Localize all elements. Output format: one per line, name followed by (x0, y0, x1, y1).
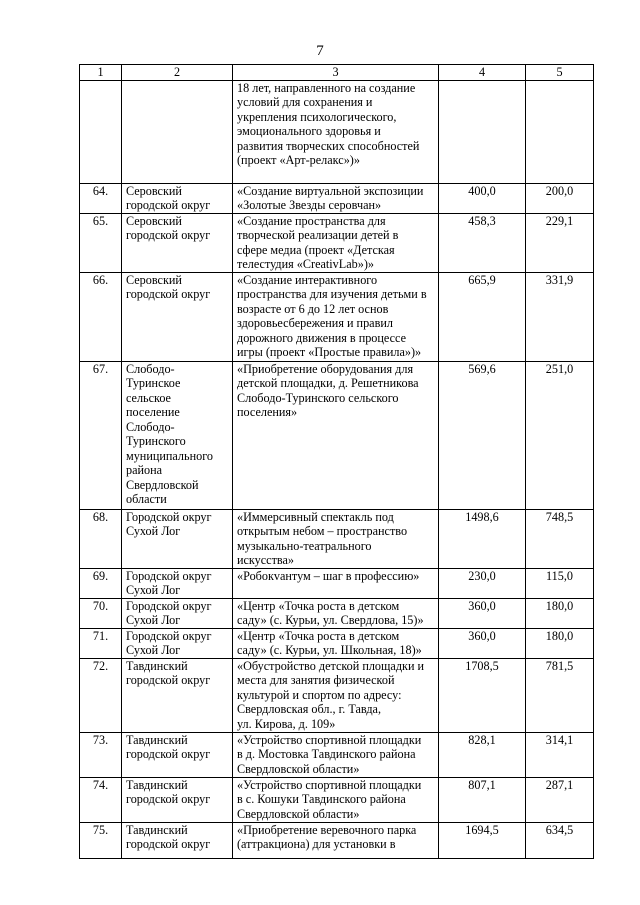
project-description: «Центр «Точка роста в детском саду» (с. Курьи, ул. Школьная, 18)» (233, 628, 439, 658)
table-row (80, 568, 594, 598)
row-number: 75. (80, 822, 122, 858)
row-number: 67. (80, 361, 122, 509)
row-number: 71. (80, 628, 122, 658)
project-description: 18 лет, направленного на создание условий для сохранения и укрепления психологического, эмоционального здоровья и развития творческих способностей (проект «Арт-релакс»)» (233, 80, 439, 183)
row-number: 69. (80, 568, 122, 598)
municipality-cell: Городской округ Сухой Лог (122, 568, 233, 598)
row-number: 65. (80, 213, 122, 272)
amount-col4: 230,0 (439, 568, 526, 598)
table-header-row (80, 65, 594, 81)
municipality-cell (122, 80, 233, 183)
municipality-cell: Серовский городской округ (122, 272, 233, 361)
table-row (80, 509, 594, 568)
table-row (80, 822, 594, 858)
table-row (80, 777, 594, 822)
project-description: «Приобретение веревочного парка (аттракциона) для установки в (233, 822, 439, 858)
row-number: 72. (80, 658, 122, 732)
project-description: «Создание виртуальной экспозиции «Золотые Звезды серовчан» (233, 183, 439, 213)
document-table (79, 64, 594, 859)
table-row (80, 361, 594, 509)
amount-col4: 400,0 (439, 183, 526, 213)
amount-col4: 458,3 (439, 213, 526, 272)
municipality-cell: Городской округ Сухой Лог (122, 509, 233, 568)
row-number: 68. (80, 509, 122, 568)
column-header: 1 (80, 65, 122, 81)
amount-col4: 807,1 (439, 777, 526, 822)
amount-col5: 314,1 (526, 732, 594, 777)
amount-col4: 1498,6 (439, 509, 526, 568)
municipality-cell: Серовский городской округ (122, 213, 233, 272)
project-description: «Центр «Точка роста в детском саду» (с. Курьи, ул. Свердлова, 15)» (233, 598, 439, 628)
amount-col5: 251,0 (526, 361, 594, 509)
municipality-cell: Слободо- Туринское сельское поселение Слободо- Туринского муниципального района Свердловской области (122, 361, 233, 509)
table-row (80, 183, 594, 213)
table-row (80, 598, 594, 628)
amount-col4: 1694,5 (439, 822, 526, 858)
amount-col5: 634,5 (526, 822, 594, 858)
project-description: «Устройство спортивной площадки в д. Мостовка Тавдинского района Свердловской области» (233, 732, 439, 777)
project-description: «Устройство спортивной площадки в с. Кошуки Тавдинского района Свердловской области» (233, 777, 439, 822)
column-header: 2 (122, 65, 233, 81)
table-row (80, 272, 594, 361)
table-row (80, 658, 594, 732)
row-number (80, 80, 122, 183)
column-header: 3 (233, 65, 439, 81)
amount-col5: 781,5 (526, 658, 594, 732)
project-description: «Иммерсивный спектакль под открытым небом – пространство музыкально-театрального искусства» (233, 509, 439, 568)
project-description: «Приобретение оборудования для детской площадки, д. Решетникова Слободо-Туринского сельского поселения» (233, 361, 439, 509)
project-description: «Создание пространства для творческой реализации детей в сфере медиа (проект «Детская телестудия «CreativLab»)» (233, 213, 439, 272)
row-number: 64. (80, 183, 122, 213)
amount-col5: 287,1 (526, 777, 594, 822)
amount-col5: 331,9 (526, 272, 594, 361)
column-header: 5 (526, 65, 594, 81)
municipality-cell: Городской округ Сухой Лог (122, 598, 233, 628)
municipality-cell: Городской округ Сухой Лог (122, 628, 233, 658)
amount-col5: 200,0 (526, 183, 594, 213)
amount-col4: 360,0 (439, 628, 526, 658)
amount-col5: 180,0 (526, 598, 594, 628)
project-description: «Создание интерактивного пространства для изучения детьми в возрасте от 6 до 12 лет основ здоровьесбережения и правил дорожного движения в процессе игры (проект «Простые правила»)» (233, 272, 439, 361)
amount-col5 (526, 80, 594, 183)
table-row (80, 80, 594, 183)
table-row (80, 732, 594, 777)
row-number: 70. (80, 598, 122, 628)
amount-col4: 665,9 (439, 272, 526, 361)
page-number: 7 (316, 43, 324, 59)
table-row (80, 628, 594, 658)
row-number: 73. (80, 732, 122, 777)
project-description: «Обустройство детской площадки и места для занятия физической культурой и спортом по адресу: Свердловская обл., г. Тавда, ул. Кирова, д. 109» (233, 658, 439, 732)
amount-col5: 748,5 (526, 509, 594, 568)
amount-col4: 1708,5 (439, 658, 526, 732)
municipality-cell: Тавдинский городской округ (122, 777, 233, 822)
row-number: 74. (80, 777, 122, 822)
municipality-cell: Тавдинский городской округ (122, 822, 233, 858)
row-number: 66. (80, 272, 122, 361)
municipality-cell: Тавдинский городской округ (122, 658, 233, 732)
column-header: 4 (439, 65, 526, 81)
amount-col4: 569,6 (439, 361, 526, 509)
municipality-cell: Серовский городской округ (122, 183, 233, 213)
amount-col4 (439, 80, 526, 183)
amount-col4: 828,1 (439, 732, 526, 777)
amount-col4: 360,0 (439, 598, 526, 628)
amount-col5: 115,0 (526, 568, 594, 598)
municipality-cell: Тавдинский городской округ (122, 732, 233, 777)
project-description: «Робокvантум – шаг в профессию» (233, 568, 439, 598)
table-row (80, 213, 594, 272)
amount-col5: 180,0 (526, 628, 594, 658)
amount-col5: 229,1 (526, 213, 594, 272)
